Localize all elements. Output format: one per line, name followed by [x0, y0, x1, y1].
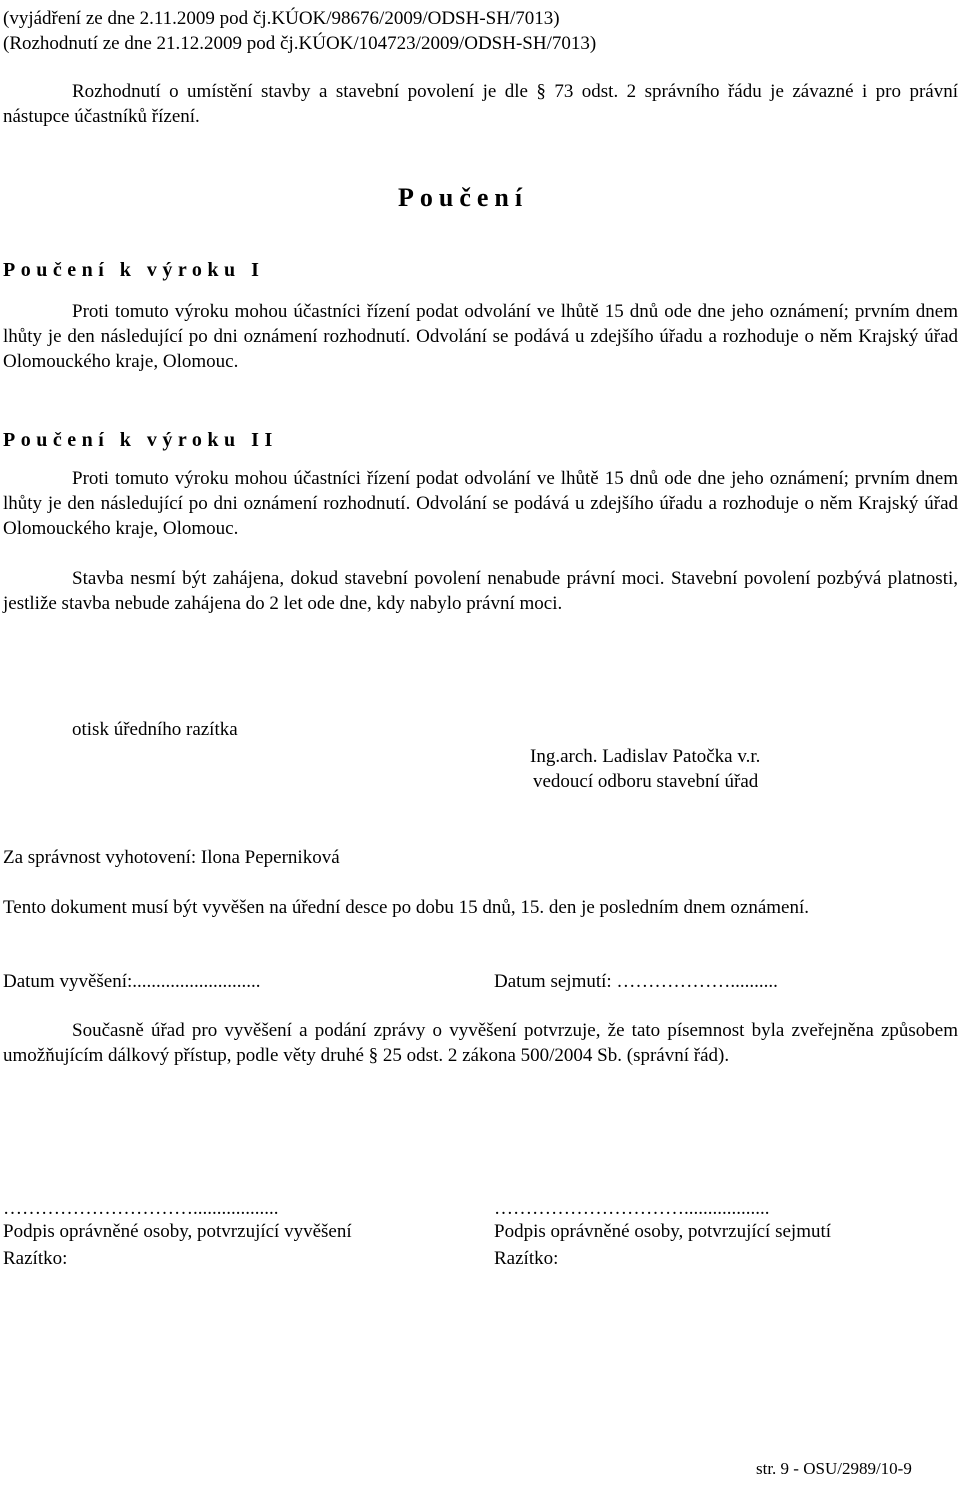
signature-right-label: Podpis oprávněné osoby, potvrzující sejmutí — [494, 1221, 832, 1242]
confirmation-paragraph — [3, 1018, 958, 1068]
section2-text: Proti tomuto výroku mohou účastníci řízení podat odvolání ve lhůtě 15 dnů ode dne jeho oznámení; prvním dnem lhůty je den následující po dni oznámení rozhodnutí. Odvolání se podává u zdejšího úřadu a rozhoduje o něm Krajský úřad Olomouckého kraje, Olomouc. — [3, 468, 958, 539]
section1-paragraph — [3, 299, 958, 374]
section2-heading: Poučení k výroku II — [3, 429, 278, 451]
signature-right-dots: ………………………….................. — [494, 1198, 770, 1219]
signature-left-dots: ………………………….................. — [3, 1198, 279, 1219]
header-reference-1: (vyjádření ze dne 2.11.2009 pod čj.KÚOK/98676/2009/ODSH-SH/7013) — [3, 8, 560, 29]
posting-note: Tento dokument musí být vyvěšen na úřední desce po dobu 15 dnů, 15. den je posledním dnem oznámení. — [3, 897, 810, 918]
stamp-label: otisk úředního razítka — [72, 719, 238, 740]
section2-text-2: Stavba nesmí být zahájena, dokud stavební povolení nenabude právní moci. Stavební povolení pozbývá platnosti, jestliže stavba nebude zahájena do 2 let ode dne, kdy nabylo právní moci. — [3, 568, 958, 614]
main-heading: Poučení — [398, 183, 529, 212]
signature-left-stamp: Razítko: — [3, 1248, 68, 1269]
signature-left-label: Podpis oprávněné osoby, potvrzující vyvěšení — [3, 1221, 352, 1242]
section2-paragraph-2 — [3, 566, 958, 616]
signature-right-stamp: Razítko: — [494, 1248, 559, 1269]
section2-paragraph — [3, 466, 958, 541]
intro-paragraph — [3, 79, 958, 129]
section1-heading: Poučení k výroku I — [3, 259, 265, 281]
header-reference-2: (Rozhodnutí ze dne 21.12.2009 pod čj.KÚOK/104723/2009/ODSH-SH/7013) — [3, 33, 597, 54]
date-removed: Datum sejmutí: ……………….......... — [494, 971, 778, 992]
page-footer: str. 9 - OSU/2989/10-9 — [756, 1459, 912, 1478]
intro-text: Rozhodnutí o umístění stavby a stavební povolení je dle § 73 odst. 2 správního řádu je závazné i pro právní nástupce účastníků řízení. — [3, 81, 958, 127]
confirmation-text: Současně úřad pro vyvěšení a podání zprávy o vyvěšení potvrzuje, že tato písemnost byla zveřejněna způsobem umožňujícím dálkový přístup, podle věty druhé § 25 odst. 2 zákona 500/2004 Sb. (správní řád). — [3, 1020, 958, 1066]
correctness-note: Za správnost vyhotovení: Ilona Peperniková — [3, 847, 340, 868]
signatory-role: vedoucí odboru stavební úřad — [533, 771, 759, 792]
section1-text: Proti tomuto výroku mohou účastníci řízení podat odvolání ve lhůtě 15 dnů ode dne jeho oznámení; prvním dnem lhůty je den následující po dni oznámení rozhodnutí. Odvolání se podává u zdejšího úřadu a rozhoduje o něm Krajský úřad Olomouckého kraje, Olomouc. — [3, 301, 958, 372]
signatory-name: Ing.arch. Ladislav Patočka v.r. — [530, 746, 761, 767]
date-posted: Datum vyvěšení:........................... — [3, 971, 261, 992]
